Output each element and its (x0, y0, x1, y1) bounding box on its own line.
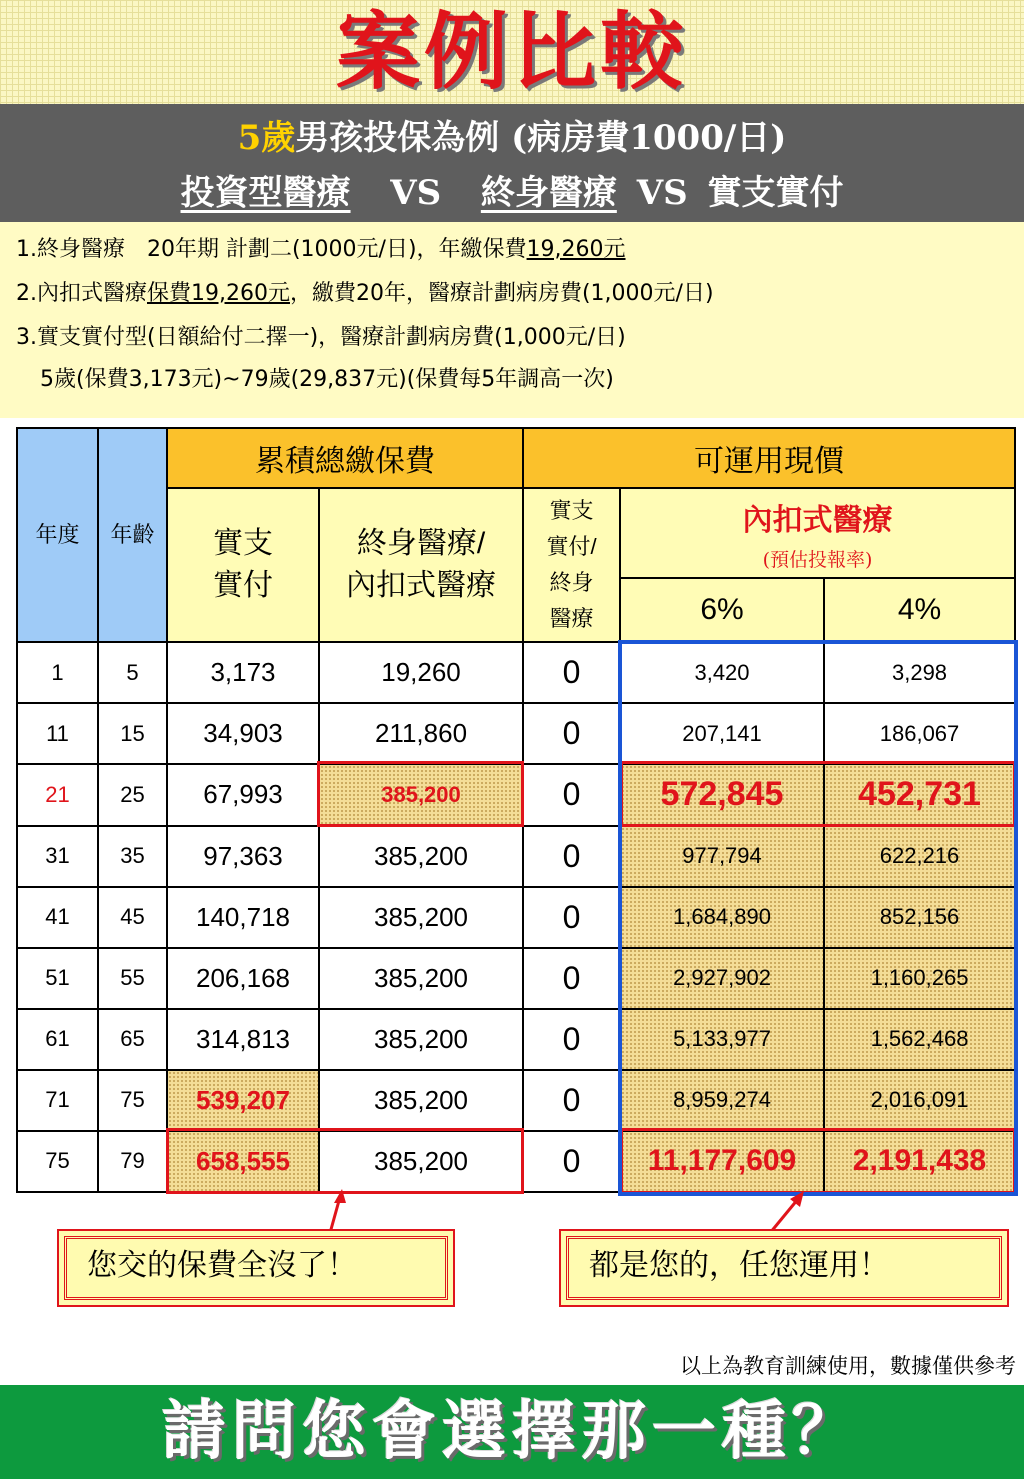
age-highlight: 5歲 (237, 118, 296, 158)
cell-value-6: 11,177,609 (620, 1131, 824, 1192)
cell-year: 1 (17, 642, 98, 703)
cell-value-6: 2,927,902 (620, 948, 824, 1009)
option-reimbursement: 實支實付 (707, 173, 844, 213)
cell-life-premium: 385,200 (319, 948, 523, 1009)
cell-age: 79 (98, 1131, 167, 1192)
callout-premium-lost: 您交的保費全沒了！ (64, 1236, 448, 1300)
cell-age: 35 (98, 826, 167, 887)
cell-value-6: 3,420 (620, 642, 824, 703)
cell-value-4: 1,160,265 (824, 948, 1015, 1009)
cell-value-4: 186,067 (824, 703, 1015, 764)
option-lifetime: 終身醫療 (480, 173, 617, 213)
cell-reimb-premium: 206,168 (167, 948, 319, 1009)
cell-life-premium: 385,200 (319, 1009, 523, 1070)
table-row (17, 887, 1015, 948)
header-value-reimbursement: 實支 實付/ 終身 醫療 (523, 488, 620, 642)
cell-life-premium: 385,200 (319, 887, 523, 948)
cell-age: 25 (98, 764, 167, 825)
cell-value-4: 852,156 (824, 887, 1015, 948)
cell-value-zero: 0 (523, 1131, 620, 1192)
cell-life-premium: 19,260 (319, 642, 523, 703)
cell-value-4: 1,562,468 (824, 1009, 1015, 1070)
cell-age: 75 (98, 1070, 167, 1131)
cell-value-4: 622,216 (824, 826, 1015, 887)
cell-value-zero: 0 (523, 1070, 620, 1131)
note-2 (16, 272, 714, 316)
note-2-text: 2.內扣式醫療 (16, 281, 147, 306)
table-row (17, 948, 1015, 1009)
cell-value-zero: 0 (523, 764, 620, 825)
header-year: 年度 (17, 428, 98, 642)
cell-age: 5 (98, 642, 167, 703)
cell-value-4: 3,298 (824, 642, 1015, 703)
page-title: 案例比較 (335, 3, 688, 101)
cell-reimb-premium: 314,813 (167, 1009, 319, 1070)
header-total-premium: 累積總繳保費 (167, 428, 523, 488)
cell-year: 51 (17, 948, 98, 1009)
table-row (17, 1131, 1015, 1192)
cell-life-premium: 385,200 (319, 826, 523, 887)
cell-year: 31 (17, 826, 98, 887)
cell-value-zero: 0 (523, 642, 620, 703)
cell-value-zero: 0 (523, 1009, 620, 1070)
cell-reimb-premium: 140,718 (167, 887, 319, 948)
cell-value-6: 207,141 (620, 703, 824, 764)
cell-value-zero: 0 (523, 948, 620, 1009)
header-deduct-medical: 內扣式醫療 (預估投報率) (620, 488, 1015, 578)
header-reimbursement: 實支 實付 (167, 488, 319, 642)
cell-year: 11 (17, 703, 98, 764)
note-3: 3.實支實付型(日額給付二擇一)，醫療計劃病房費(1,000元/日) (16, 325, 626, 350)
cell-value-6: 8,959,274 (620, 1070, 824, 1131)
table-row (17, 642, 1015, 703)
cell-reimb-premium: 97,363 (167, 826, 319, 887)
cell-reimb-premium: 658,555 (167, 1131, 319, 1192)
cell-age: 45 (98, 887, 167, 948)
arrow-right-line (770, 1199, 798, 1233)
header-available-value: 可運用現價 (523, 428, 1015, 488)
cell-life-premium: 385,200 (319, 1070, 523, 1131)
cell-year: 75 (17, 1131, 98, 1192)
option-investment: 投資型醫療 (180, 173, 351, 213)
cell-life-premium: 385,200 (319, 764, 523, 825)
table-row (17, 1009, 1015, 1070)
cell-year: 21 (17, 764, 98, 825)
cell-value-6: 1,684,890 (620, 887, 824, 948)
cell-value-4: 2,191,438 (824, 1131, 1015, 1192)
footnote: 以上為教育訓練使用，數據僅供參考 (680, 1354, 1016, 1378)
cell-life-premium: 385,200 (319, 1131, 523, 1192)
header-rate-6: 6% (620, 578, 824, 642)
table-row (17, 764, 1015, 825)
cell-value-6: 572,845 (620, 764, 824, 825)
question-text: 請問您會選擇那一種？ (162, 1395, 862, 1469)
note-1-text: 1.終身醫療 20年期 計劃二(1000元/日)，年繳保費 (16, 237, 527, 262)
arrow-left-icon (334, 1189, 346, 1203)
cell-age: 15 (98, 703, 167, 764)
cell-age: 65 (98, 1009, 167, 1070)
cell-value-6: 977,794 (620, 826, 824, 887)
note-1 (16, 228, 626, 272)
cell-life-premium: 211,860 (319, 703, 523, 764)
table-row (17, 826, 1015, 887)
header-age: 年齡 (98, 428, 167, 642)
note-2-text-end: ，繳費20年，醫療計劃病房費(1,000元/日) (289, 281, 714, 306)
header-lifetime-deduct: 終身醫療/ 內扣式醫療 (319, 488, 523, 642)
cell-value-6: 5,133,977 (620, 1009, 824, 1070)
note-2-underlined: 保費19,260元 (147, 281, 290, 306)
callout-yours-to-use: 都是您的，任您運用！ (566, 1236, 1002, 1300)
subtitle-line-2 (0, 164, 1024, 222)
vs-label-1: VS (390, 173, 442, 213)
cell-value-zero: 0 (523, 703, 620, 764)
table-row (17, 703, 1015, 764)
cell-reimb-premium: 539,207 (167, 1070, 319, 1131)
cell-value-4: 452,731 (824, 764, 1015, 825)
cell-age: 55 (98, 948, 167, 1009)
cell-reimb-premium: 67,993 (167, 764, 319, 825)
cell-reimb-premium: 34,903 (167, 703, 319, 764)
note-4: 5歲(保費3,173元)~79歲(29,837元)(保費每5年調高一次) (40, 367, 614, 392)
comparison-table (16, 427, 1016, 1193)
cell-value-zero: 0 (523, 887, 620, 948)
header-rate-4: 4% (824, 578, 1015, 642)
subtitle-line-1 (0, 112, 1024, 164)
cell-year: 61 (17, 1009, 98, 1070)
note-1-underlined: 19,260元 (526, 237, 626, 262)
vs-label-2: VS (636, 173, 688, 213)
cell-year: 41 (17, 887, 98, 948)
cell-value-zero: 0 (523, 826, 620, 887)
cell-value-4: 2,016,091 (824, 1070, 1015, 1131)
cell-year: 71 (17, 1070, 98, 1131)
table-row (17, 1070, 1015, 1131)
cell-reimb-premium: 3,173 (167, 642, 319, 703)
subtitle-line-1-rest: 男孩投保為例 (病房費1000/日) (295, 118, 787, 158)
